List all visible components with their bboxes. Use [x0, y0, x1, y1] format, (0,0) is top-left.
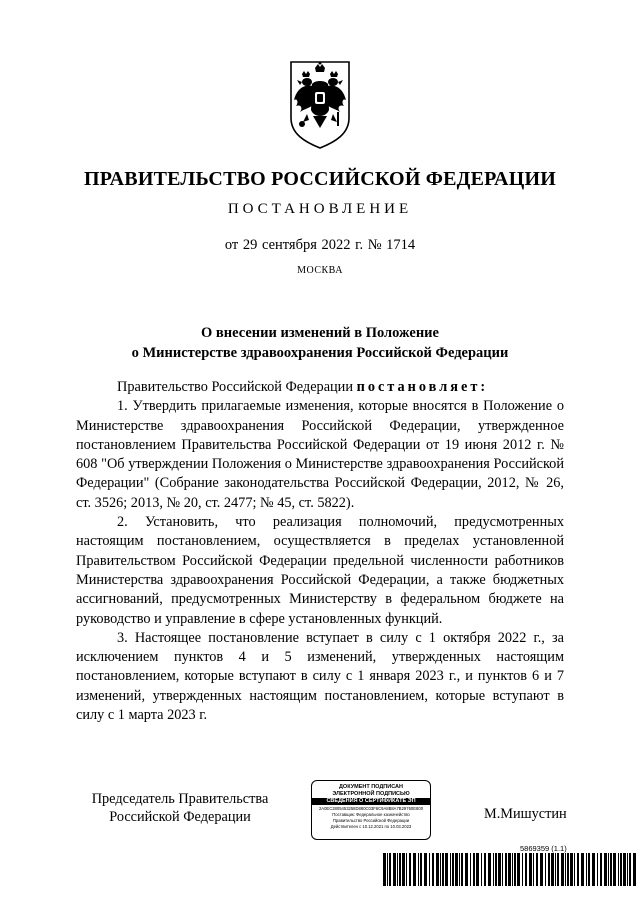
stamp-owner-2: Правительство Российской Федерации: [332, 818, 410, 823]
document-subject: [0, 323, 640, 363]
subject-line-1: О внесении изменений в Положение: [201, 325, 439, 341]
decree-word: постановляет:: [356, 379, 489, 395]
government-title: ПРАВИТЕЛЬСТВО РОССИЙСКОЙ ФЕДЕРАЦИИ: [84, 168, 556, 190]
stamp-line-2: ЭЛЕКТРОННОЙ ПОДПИСЬЮ: [332, 790, 410, 797]
paragraph-3: 3. Настоящее постановление вступает в силу с 1 октября 2022 г., за исключением пунктов 4 и 5 изменений, утвержденных настоящим постановлением, которые вступают в силу с 1 января 2023 г., и пунктов 6 и 7 изменений, утвержденных настоящим постановлением, которые вступают в силу с 1 марта 2023 г.: [76, 629, 564, 724]
signer-position-line-2: Российской Федерации: [109, 809, 251, 825]
paragraph-1: 1. Утвердить прилагаемые изменения, которые вносятся в Положение о Министерстве здравоохранения Российской Федерации, утвержденное постановлением Правительства Российской Федерации от 19 июня 2012 г. № 608 "Об утверждении Положения о Министерстве здравоохранения Российской Федерации" (Собрание законодательства Российской Федерации, 2012, № 26, ст. 3526; 2013, № 20, ст. 2477; № 45, ст. 5822).: [76, 398, 564, 511]
electronic-signature-stamp: [311, 780, 431, 840]
signer-position: [80, 790, 280, 826]
intro-paragraph: [76, 378, 564, 397]
subject-line-2: о Министерстве здравоохранения Российской Федерации: [131, 345, 509, 361]
document-date-number: от 29 сентября 2022 г. № 1714: [224, 237, 416, 253]
stamp-owner: Поставщик: Федеральное казначейство: [332, 812, 410, 817]
stamp-certificate-id: 2A0EC2805453258D880C03F6C9A8B8A7B29760E800: [318, 806, 424, 811]
coat-of-arms-emblem: [285, 58, 355, 150]
document-type: ПОСТАНОВЛЕНИЕ: [227, 201, 413, 217]
signer-name: М.Мишустин: [484, 806, 567, 822]
barcode: [381, 853, 640, 886]
stamp-validity: Действителен с 10.12.2021 по 10.03.2023: [330, 824, 412, 829]
document-city: МОСКВА: [297, 265, 343, 276]
stamp-line-1: ДОКУМЕНТ ПОДПИСАН: [339, 784, 403, 790]
paragraph-2: 2. Установить, что реализация полномочий, предусмотренных настоящим постановлением, осуществляется в пределах установленной Правительством Российской Федерации предельной численности работников Министерства здравоохранения Российской Федерации, а также бюджетных ассигнований, предусмотренных Министерству в федеральном бюджете на руководство и управление в сфере установленных функций.: [76, 514, 564, 627]
document-internal-number: 5869359 (1.1): [520, 844, 567, 853]
signer-position-line-1: Председатель Правительства: [91, 791, 269, 807]
document-body: [76, 378, 564, 725]
intro-prefix: Правительство Российской Федерации: [117, 379, 357, 395]
stamp-certificate-header: СВЕДЕНИЯ О СЕРТИФИКАТЕ ЭП: [312, 798, 430, 805]
